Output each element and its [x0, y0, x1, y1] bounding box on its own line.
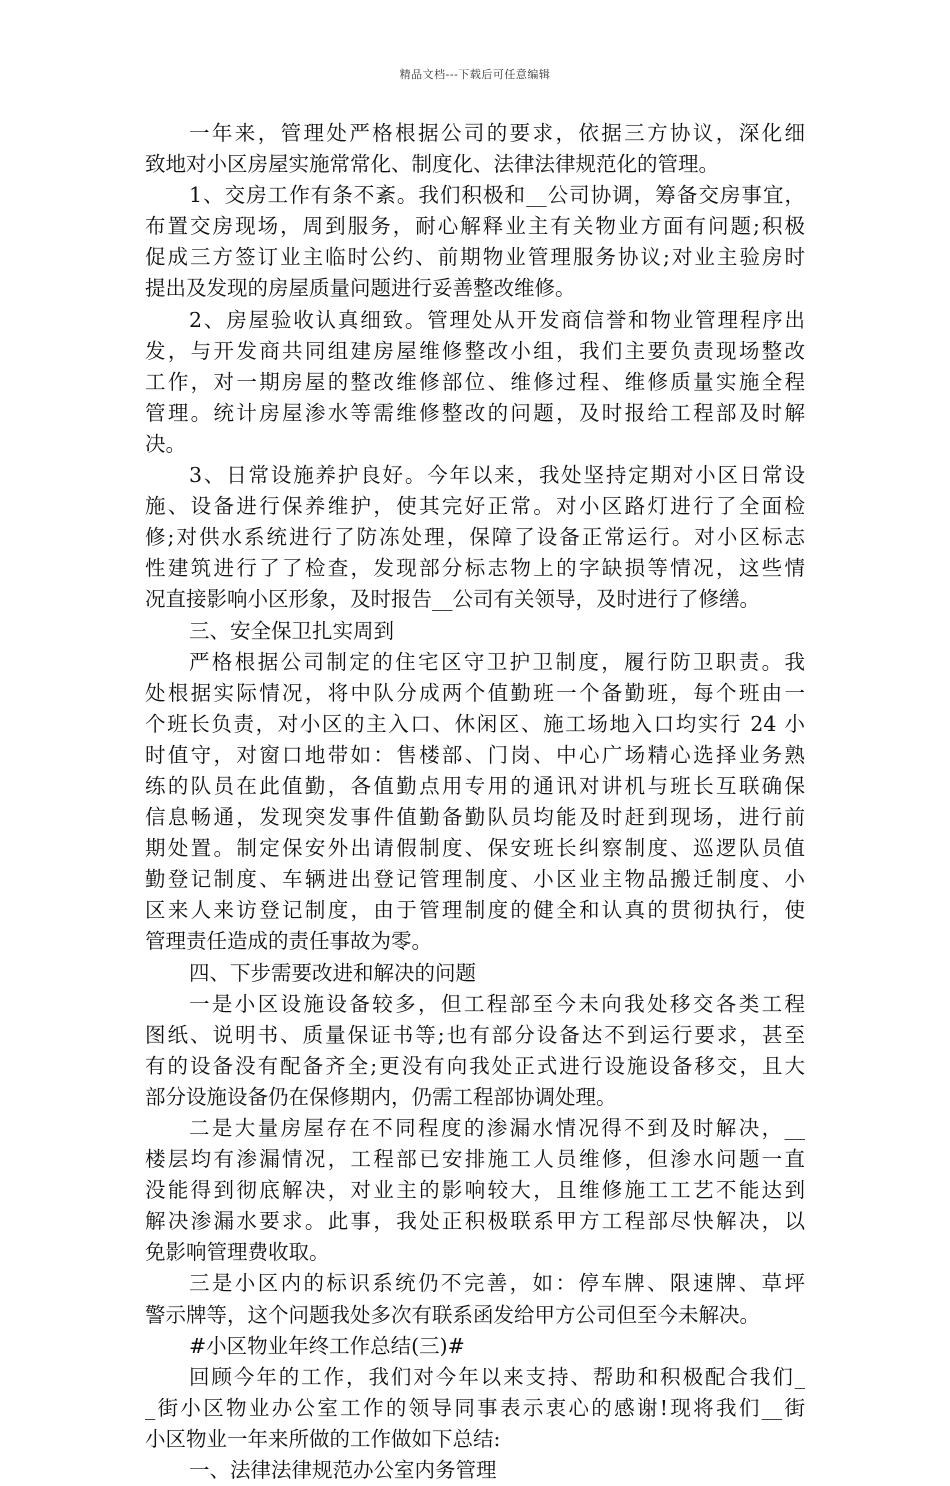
paragraph-line: 工作，对一期房屋的整改维修部位、维修过程、维修质量实施全程 — [145, 369, 805, 394]
paragraph — [145, 1362, 805, 1455]
paragraph-line: 二是大量房屋存在不同程度的渗漏水情况得不到及时解决，__ — [189, 1116, 805, 1140]
paragraph-line: 一、法律法律规范办公室内务管理 — [189, 1458, 497, 1483]
paragraph-line: 免影响管理费收取。 — [145, 1240, 330, 1265]
paragraph — [145, 989, 805, 1113]
paragraph — [145, 1268, 805, 1330]
paragraph-line: 图纸、说明书、质量保证书等;也有部分设备达不到运行要求，甚至 — [145, 1022, 805, 1047]
paragraph-line: 一年来，管理处严格根据公司的要求，依据三方协议，深化细 — [189, 121, 805, 145]
paragraph-line: 促成三方签订业主临时公约、前期物业管理服务协议;对业主验房时 — [145, 245, 805, 270]
paragraph-line: 时值守，对窗口地带如：售楼部、门岗、中心广场精心选择业务熟 — [145, 742, 805, 767]
paragraph — [145, 647, 805, 958]
paragraph-line: 三是小区内的标识系统仍不完善，如：停车牌、限速牌、草坪 — [189, 1271, 805, 1296]
paragraph-line: 部分设施设备仍在保修期内，仍需工程部协调处理。 — [145, 1084, 617, 1109]
paragraph-line: 四、下步需要改进和解决的问题 — [189, 960, 476, 985]
paragraph-line: 修;对供水系统进行了防冻处理，保障了设备正常运行。对小区标志 — [145, 525, 805, 550]
paragraph-line: 施、设备进行保养维护，使其完好正常。对小区路灯进行了全面检 — [145, 494, 805, 519]
paragraph-line: 楼层均有渗漏情况，工程部已安排施工人员维修，但渗水问题一直 — [145, 1147, 805, 1172]
paragraph-line: #小区物业年终工作总结(三)# — [189, 1333, 465, 1358]
paragraph-line: 布置交房现场，周到服务，耐心解释业主有关物业方面有问题;积极 — [145, 214, 805, 239]
page-header: 精品文档---下载后可任意编辑 — [399, 68, 551, 81]
paragraph-line: 决。 — [145, 431, 186, 456]
paragraph-line: 期处置。制定保安外出请假制度、保安班长纠察制度、巡逻队员值 — [145, 836, 805, 861]
paragraph-line: 信息畅通，发现突发事件值勤备勤队员均能及时赶到现场，进行前 — [145, 805, 805, 830]
paragraph — [145, 1331, 805, 1362]
paragraph-line: 个班长负责，对小区的主入口、休闲区、施工场地入口均实行 24 小 — [145, 711, 805, 736]
paragraph-line: 发，与开发商共同组建房屋维修整改小组，我们主要负责现场整改 — [145, 338, 805, 363]
paragraph — [145, 180, 805, 304]
paragraph — [145, 118, 805, 180]
paragraph — [145, 305, 805, 460]
paragraph — [145, 1113, 805, 1268]
paragraph-line: 回顾今年的工作，我们对今年以来支持、帮助和积极配合我们_ — [189, 1364, 805, 1389]
paragraph-line: 严格根据公司制定的住宅区守卫护卫制度，履行防卫职责。我 — [189, 649, 805, 674]
paragraph-line: 区来人来访登记制度，由于管理制度的健全和认真的贯彻执行，使 — [145, 898, 805, 923]
paragraph-line: 一是小区设施设备较多，但工程部至今未向我处移交各类工程 — [189, 991, 805, 1016]
paragraph-line: 况直接影响小区形象，及时报告__公司有关领导，及时进行了修缮。 — [145, 587, 760, 612]
paragraph-line: 有的设备没有配备齐全;更没有向我处正式进行设施设备移交，且大 — [145, 1053, 805, 1078]
paragraph-line: 练的队员在此值勤，各值勤点用专用的通讯对讲机与班长互联确保 — [145, 773, 805, 798]
paragraph-line: 勤登记制度、车辆进出登记管理制度、小区业主物品搬迁制度、小 — [145, 867, 805, 892]
paragraph — [145, 616, 805, 647]
document-body — [145, 118, 805, 1486]
paragraph-line: 没能得到彻底解决，对业主的影响较大，且维修施工工艺不能达到 — [145, 1178, 805, 1203]
paragraph-line: 管理责任造成的责任事故为零。 — [145, 929, 432, 954]
paragraph-line: 管理。统计房屋渗水等需维修整改的问题，及时报给工程部及时解 — [145, 400, 805, 425]
paragraph-line: 2、房屋验收认真细致。管理处从开发商信誉和物业管理程序出 — [189, 307, 805, 332]
paragraph-line: 处根据实际情况，将中队分成两个值勤班一个备勤班，每个班由一 — [145, 680, 805, 705]
paragraph-line: _街小区物业办公室工作的领导同事表示衷心的感谢!现将我们__街 — [145, 1395, 805, 1420]
paragraph-line: 小区物业一年来所做的工作做如下总结: — [145, 1426, 501, 1451]
paragraph-line: 警示牌等，这个问题我处多次有联系函发给甲方公司但至今未解决。 — [145, 1302, 760, 1327]
paragraph-line: 三、安全保卫扎实周到 — [189, 618, 394, 643]
paragraph-line: 1、交房工作有条不紊。我们积极和__公司协调，筹备交房事宜， — [189, 183, 805, 208]
paragraph — [145, 958, 805, 989]
paragraph-line: 提出及发现的房屋质量问题进行妥善整改维修。 — [145, 276, 576, 301]
paragraph-line: 致地对小区房屋实施常常化、制度化、法律法律规范化的管理。 — [145, 152, 719, 177]
paragraph-line: 解决渗漏水要求。此事，我处正积极联系甲方工程部尽快解决，以 — [145, 1209, 805, 1234]
paragraph — [145, 1455, 805, 1486]
paragraph — [145, 460, 805, 615]
paragraph-line: 3、日常设施养护良好。今年以来，我处坚持定期对小区日常设 — [189, 463, 805, 488]
paragraph-line: 性建筑进行了了检查，发现部分标志物上的字缺损等情况，这些情 — [145, 556, 805, 581]
